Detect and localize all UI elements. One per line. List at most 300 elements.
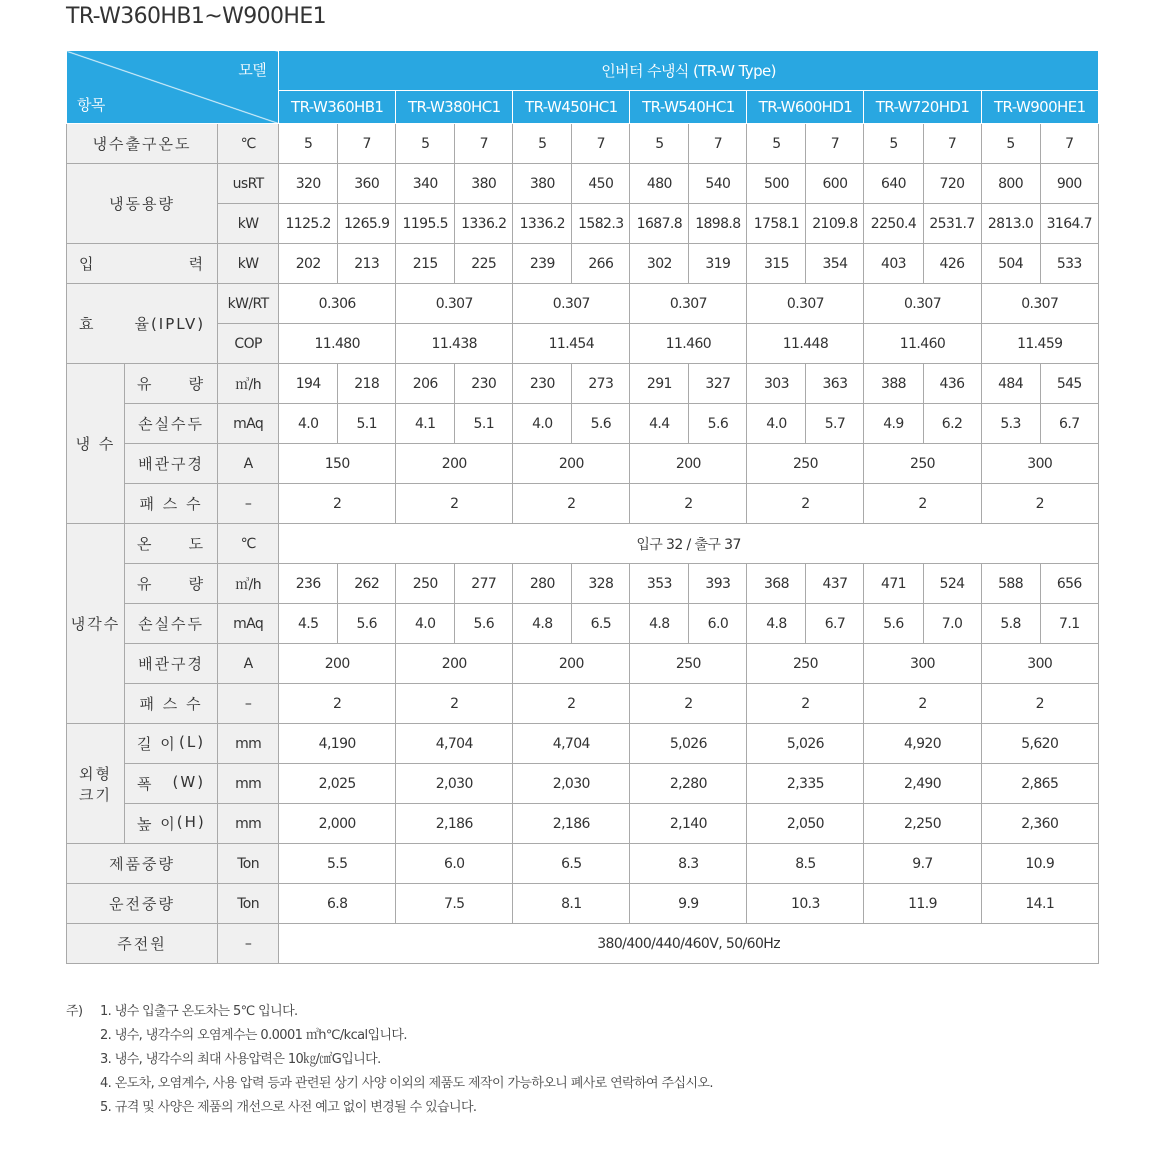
group-header: 인버터 수냉식 (TR-W Type) <box>279 51 1099 91</box>
value-cell: 5 <box>864 124 923 164</box>
value-cell: 4,190 <box>279 724 396 764</box>
value-cell: 2,250 <box>864 804 981 844</box>
value-cell: 4.0 <box>396 604 455 644</box>
table-row <box>67 604 1099 644</box>
value-cell: 319 <box>689 244 747 284</box>
value-cell: 2 <box>630 684 747 724</box>
value-cell: 230 <box>513 364 572 404</box>
value-cell: 1687.8 <box>630 204 689 244</box>
value-cell: 6.5 <box>513 844 630 884</box>
value-cell: 230 <box>455 364 513 404</box>
value-cell: 0.307 <box>747 284 864 324</box>
table-row <box>67 204 1099 244</box>
label-part: 량 <box>188 575 206 593</box>
value-cell: 0.307 <box>981 284 1098 324</box>
value-cell: 218 <box>338 364 396 404</box>
header-corner <box>67 51 279 124</box>
value-cell: 2 <box>279 484 396 524</box>
unit-cell: A <box>218 444 279 484</box>
value-cell: 2 <box>747 484 864 524</box>
value-cell: 5 <box>747 124 806 164</box>
table-row <box>67 284 1099 324</box>
value-cell: 200 <box>279 644 396 684</box>
unit-cell: mAq <box>218 604 279 644</box>
footnote-mark <box>66 1072 100 1096</box>
row-label: 배관구경 <box>125 644 218 684</box>
value-cell: 388 <box>864 364 923 404</box>
value-cell: 2 <box>630 484 747 524</box>
value-cell: 6.7 <box>806 604 864 644</box>
value-cell: 5 <box>513 124 572 164</box>
unit-cell: kW <box>218 244 279 284</box>
table-row <box>67 444 1099 484</box>
table-row <box>67 124 1099 164</box>
value-cell: 436 <box>923 364 981 404</box>
value-cell: 437 <box>806 564 864 604</box>
value-cell: 2,186 <box>513 804 630 844</box>
label-part: (W) <box>172 773 206 791</box>
label-part: 입 <box>79 255 96 273</box>
value-cell: 7 <box>455 124 513 164</box>
value-cell: 2 <box>981 684 1098 724</box>
value-cell: 300 <box>981 644 1098 684</box>
table-row <box>67 884 1099 924</box>
value-cell: 315 <box>747 244 806 284</box>
value-cell: 5.6 <box>338 604 396 644</box>
model-header: TR-W600HD1 <box>747 91 864 124</box>
unit-cell: ㎥/h <box>218 364 279 404</box>
value-cell: 200 <box>396 644 513 684</box>
model-header: TR-W360HB1 <box>279 91 396 124</box>
value-cell: 540 <box>689 164 747 204</box>
value-cell: 2 <box>396 484 513 524</box>
value-cell: 236 <box>279 564 338 604</box>
footnote-item <box>66 1048 713 1072</box>
value-cell: 327 <box>689 364 747 404</box>
value-cell: 277 <box>455 564 513 604</box>
row-label: 주전원 <box>67 924 218 964</box>
value-cell: 533 <box>1040 244 1098 284</box>
row-label: 운전중량 <box>67 884 218 924</box>
value-cell: 5.8 <box>981 604 1040 644</box>
value-cell: 480 <box>630 164 689 204</box>
footnotes <box>66 1000 713 1120</box>
value-cell: 1582.3 <box>572 204 630 244</box>
value-cell: 202 <box>279 244 338 284</box>
value-cell: 6.0 <box>689 604 747 644</box>
value-cell: 380 <box>513 164 572 204</box>
unit-cell: mAq <box>218 404 279 444</box>
value-cell: 303 <box>747 364 806 404</box>
value-cell: 225 <box>455 244 513 284</box>
value-cell: 1265.9 <box>338 204 396 244</box>
value-cell: 11.448 <box>747 324 864 364</box>
model-header: TR-W900HE1 <box>981 91 1098 124</box>
value-cell: 302 <box>630 244 689 284</box>
value-cell: 6.5 <box>572 604 630 644</box>
value-cell: 380 <box>455 164 513 204</box>
row-label <box>125 364 218 404</box>
value-cell: 800 <box>981 164 1040 204</box>
value-cell: 300 <box>981 444 1098 484</box>
value-cell: 2,490 <box>864 764 981 804</box>
value-cell: 2,186 <box>396 804 513 844</box>
value-cell: 200 <box>396 444 513 484</box>
value-cell: 5 <box>630 124 689 164</box>
value-cell: 720 <box>923 164 981 204</box>
value-cell: 5,620 <box>981 724 1098 764</box>
value-cell: 11.480 <box>279 324 396 364</box>
value-cell: 10.3 <box>747 884 864 924</box>
value-cell: 0.307 <box>396 284 513 324</box>
value-cell: 0.307 <box>513 284 630 324</box>
row-label <box>125 564 218 604</box>
footnote-item <box>66 1000 713 1024</box>
value-cell: 5.5 <box>279 844 396 884</box>
value-cell: 393 <box>689 564 747 604</box>
table-row <box>67 404 1099 444</box>
value-cell: 1336.2 <box>513 204 572 244</box>
row-label: 손실수두 <box>125 404 218 444</box>
value-cell: 640 <box>864 164 923 204</box>
value-cell: 5,026 <box>747 724 864 764</box>
value-cell: 7 <box>1040 124 1098 164</box>
value-cell: 328 <box>572 564 630 604</box>
value-cell: 5.6 <box>864 604 923 644</box>
footnote-text: 3. 냉수, 냉각수의 최대 사용압력은 10㎏/㎠G입니다. <box>100 1052 381 1067</box>
table-row <box>67 364 1099 404</box>
table-row <box>67 644 1099 684</box>
value-cell: 5 <box>279 124 338 164</box>
value-cell: 200 <box>513 644 630 684</box>
value-cell: 213 <box>338 244 396 284</box>
label-part: (H) <box>176 813 206 831</box>
value-cell: 206 <box>396 364 455 404</box>
value-cell: 2,280 <box>630 764 747 804</box>
row-label: 패 스 수 <box>125 684 218 724</box>
unit-cell: usRT <box>218 164 279 204</box>
value-cell: 291 <box>630 364 689 404</box>
value-cell: 2109.8 <box>806 204 864 244</box>
value-cell: 300 <box>864 644 981 684</box>
row-label <box>125 524 218 564</box>
value-cell: 280 <box>513 564 572 604</box>
unit-cell: COP <box>218 324 279 364</box>
value-cell: 4.4 <box>630 404 689 444</box>
value-cell: 11.460 <box>864 324 981 364</box>
value-cell: 6.7 <box>1040 404 1098 444</box>
unit-cell: ℃ <box>218 524 279 564</box>
value-cell: 2,030 <box>513 764 630 804</box>
value-cell: 7.0 <box>923 604 981 644</box>
value-cell: 500 <box>747 164 806 204</box>
value-cell: 320 <box>279 164 338 204</box>
value-cell: 2531.7 <box>923 204 981 244</box>
footnote-text: 2. 냉수, 냉각수의 오염계수는 0.0001 ㎡h℃/kcal입니다. <box>100 1028 407 1043</box>
value-cell: 7 <box>689 124 747 164</box>
value-cell: 266 <box>572 244 630 284</box>
value-cell: 250 <box>747 644 864 684</box>
value-cell: 524 <box>923 564 981 604</box>
value-cell: 4,920 <box>864 724 981 764</box>
table-row <box>67 844 1099 884</box>
value-cell: 484 <box>981 364 1040 404</box>
value-cell: 450 <box>572 164 630 204</box>
row-label: 손실수두 <box>125 604 218 644</box>
footnote-text: 1. 냉수 입출구 온도차는 5℃ 입니다. <box>100 1004 298 1019</box>
value-cell: 4.5 <box>279 604 338 644</box>
value-cell: 6.0 <box>396 844 513 884</box>
value-cell: 4.0 <box>279 404 338 444</box>
value-cell: 2,000 <box>279 804 396 844</box>
table-row <box>67 51 1099 91</box>
label-part: 율(IPLV) <box>134 315 206 333</box>
value-cell: 6.2 <box>923 404 981 444</box>
value-cell: 5.6 <box>689 404 747 444</box>
value-cell: 353 <box>630 564 689 604</box>
value-cell: 0.307 <box>864 284 981 324</box>
value-cell: 2 <box>747 684 864 724</box>
value-cell: 11.460 <box>630 324 747 364</box>
unit-cell: ㎥/h <box>218 564 279 604</box>
value-cell: 273 <box>572 364 630 404</box>
value-cell: 250 <box>630 644 747 684</box>
value-cell: 7 <box>923 124 981 164</box>
table-row <box>67 524 1099 564</box>
spec-table <box>66 50 1099 964</box>
unit-cell: Ton <box>218 844 279 884</box>
value-cell: 2 <box>864 484 981 524</box>
table-row <box>67 764 1099 804</box>
value-cell: 656 <box>1040 564 1098 604</box>
value-cell: 150 <box>279 444 396 484</box>
value-cell: 7.1 <box>1040 604 1098 644</box>
table-row <box>67 164 1099 204</box>
value-cell: 363 <box>806 364 864 404</box>
value-cell: 6.8 <box>279 884 396 924</box>
value-cell: 2 <box>864 684 981 724</box>
value-cell: 2,140 <box>630 804 747 844</box>
label-part: 길 이 <box>137 735 177 753</box>
group-label: 외형 크기 <box>67 724 125 844</box>
value-cell: 2,335 <box>747 764 864 804</box>
value-cell: 900 <box>1040 164 1098 204</box>
footnote-mark <box>66 1024 100 1048</box>
value-cell: 2,865 <box>981 764 1098 804</box>
value-cell: 426 <box>923 244 981 284</box>
row-label <box>125 804 218 844</box>
footnote-mark <box>66 1048 100 1072</box>
row-label: 배관구경 <box>125 444 218 484</box>
value-cell: 200 <box>630 444 747 484</box>
footnote-mark: 주) <box>66 1004 83 1019</box>
unit-cell: A <box>218 644 279 684</box>
unit-cell: Ton <box>218 884 279 924</box>
model-header: TR-W380HC1 <box>396 91 513 124</box>
value-cell: 262 <box>338 564 396 604</box>
value-cell: 0.306 <box>279 284 396 324</box>
value-cell: 2 <box>981 484 1098 524</box>
group-label: 냉 수 <box>67 364 125 524</box>
value-cell: 5.1 <box>455 404 513 444</box>
value-cell: 2 <box>279 684 396 724</box>
label-part: 폭 <box>137 775 154 793</box>
value-cell: 5.7 <box>806 404 864 444</box>
unit-cell: kW <box>218 204 279 244</box>
value-cell: 4.8 <box>630 604 689 644</box>
value-cell: 11.9 <box>864 884 981 924</box>
row-label: 냉수출구온도 <box>67 124 218 164</box>
table-row <box>67 804 1099 844</box>
value-cell: 194 <box>279 364 338 404</box>
value-cell: 4.0 <box>513 404 572 444</box>
value-cell: 200 <box>513 444 630 484</box>
value-cell: 215 <box>396 244 455 284</box>
value-cell: 4.8 <box>747 604 806 644</box>
model-header: TR-W540HC1 <box>630 91 747 124</box>
group-label: 냉각수 <box>67 524 125 724</box>
value-cell: 354 <box>806 244 864 284</box>
value-cell: 11.454 <box>513 324 630 364</box>
unit-cell: – <box>218 484 279 524</box>
value-cell: 14.1 <box>981 884 1098 924</box>
value-cell: 1898.8 <box>689 204 747 244</box>
value-cell: 11.438 <box>396 324 513 364</box>
value-cell: 1125.2 <box>279 204 338 244</box>
value-cell: 7.5 <box>396 884 513 924</box>
value-cell: 3164.7 <box>1040 204 1098 244</box>
footnote-item <box>66 1096 713 1120</box>
value-cell: 250 <box>396 564 455 604</box>
value-cell: 380/400/440/460V, 50/60Hz <box>279 924 1099 964</box>
footnote-text: 4. 온도차, 오염계수, 사용 압력 등과 관련된 상기 사양 이외의 제품도 제작이 가능하오니 폐사로 연락하여 주십시오. <box>100 1076 713 1091</box>
value-cell: 5.6 <box>572 404 630 444</box>
label-part: 효 <box>79 315 96 333</box>
value-cell: 239 <box>513 244 572 284</box>
row-label: 제품중량 <box>67 844 218 884</box>
unit-cell: – <box>218 684 279 724</box>
value-cell: 2,360 <box>981 804 1098 844</box>
label-part: 유 <box>137 375 154 393</box>
unit-cell: mm <box>218 764 279 804</box>
value-cell: 600 <box>806 164 864 204</box>
value-cell: 2,050 <box>747 804 864 844</box>
value-cell: 2,025 <box>279 764 396 804</box>
value-cell: 7 <box>806 124 864 164</box>
table-row <box>67 244 1099 284</box>
table-row <box>67 924 1099 964</box>
value-cell: 1758.1 <box>747 204 806 244</box>
value-cell: 2813.0 <box>981 204 1040 244</box>
value-cell: 250 <box>747 444 864 484</box>
value-cell: 7 <box>572 124 630 164</box>
label-part: 도 <box>188 535 206 553</box>
value-cell: 403 <box>864 244 923 284</box>
table-row <box>67 484 1099 524</box>
model-label: 모델 <box>238 61 267 79</box>
unit-cell: mm <box>218 724 279 764</box>
value-cell: 8.3 <box>630 844 747 884</box>
value-cell: 10.9 <box>981 844 1098 884</box>
label-part: 높 이 <box>137 815 177 833</box>
row-label <box>125 724 218 764</box>
row-label: 패 스 수 <box>125 484 218 524</box>
value-cell: 1336.2 <box>455 204 513 244</box>
value-cell: 588 <box>981 564 1040 604</box>
label-part: 량 <box>188 375 206 393</box>
value-cell: 2 <box>513 484 630 524</box>
value-cell: 5.6 <box>455 604 513 644</box>
value-cell: 4,704 <box>513 724 630 764</box>
value-cell: 1195.5 <box>396 204 455 244</box>
value-cell: 5,026 <box>630 724 747 764</box>
table-row <box>67 324 1099 364</box>
value-cell: 9.7 <box>864 844 981 884</box>
row-label <box>125 764 218 804</box>
value-cell: 471 <box>864 564 923 604</box>
row-label: 냉동용량 <box>67 164 218 244</box>
value-cell: 입구 32 / 출구 37 <box>279 524 1099 564</box>
unit-cell: mm <box>218 804 279 844</box>
value-cell: 11.459 <box>981 324 1098 364</box>
value-cell: 4.8 <box>513 604 572 644</box>
value-cell: 4.1 <box>396 404 455 444</box>
label-part: 력 <box>188 255 206 273</box>
footnote-mark <box>66 1096 100 1120</box>
value-cell: 8.1 <box>513 884 630 924</box>
value-cell: 2,030 <box>396 764 513 804</box>
unit-cell: – <box>218 924 279 964</box>
value-cell: 4.9 <box>864 404 923 444</box>
label-part: 온 <box>137 535 154 553</box>
value-cell: 5 <box>396 124 455 164</box>
value-cell: 5 <box>981 124 1040 164</box>
footnote-item <box>66 1072 713 1096</box>
value-cell: 2 <box>513 684 630 724</box>
label-part: (L) <box>179 733 206 751</box>
value-cell: 360 <box>338 164 396 204</box>
label-part: 유 <box>137 575 154 593</box>
value-cell: 250 <box>864 444 981 484</box>
value-cell: 5.1 <box>338 404 396 444</box>
footnote-text: 5. 규격 및 사양은 제품의 개선으로 사전 예고 없이 변경될 수 있습니다. <box>100 1100 477 1115</box>
value-cell: 5.3 <box>981 404 1040 444</box>
unit-cell: ℃ <box>218 124 279 164</box>
value-cell: 340 <box>396 164 455 204</box>
value-cell: 545 <box>1040 364 1098 404</box>
value-cell: 7 <box>338 124 396 164</box>
row-label <box>67 244 218 284</box>
value-cell: 504 <box>981 244 1040 284</box>
footnote-item <box>66 1024 713 1048</box>
table-row <box>67 564 1099 604</box>
value-cell: 4.0 <box>747 404 806 444</box>
value-cell: 2 <box>396 684 513 724</box>
value-cell: 4,704 <box>396 724 513 764</box>
table-row <box>67 724 1099 764</box>
table-row <box>67 684 1099 724</box>
model-header: TR-W720HD1 <box>864 91 981 124</box>
page-title: TR-W360HB1~W900HE1 <box>66 4 327 29</box>
value-cell: 8.5 <box>747 844 864 884</box>
value-cell: 0.307 <box>630 284 747 324</box>
value-cell: 2250.4 <box>864 204 923 244</box>
item-label: 항목 <box>77 96 105 114</box>
unit-cell: kW/RT <box>218 284 279 324</box>
value-cell: 368 <box>747 564 806 604</box>
row-label <box>67 284 218 364</box>
value-cell: 9.9 <box>630 884 747 924</box>
